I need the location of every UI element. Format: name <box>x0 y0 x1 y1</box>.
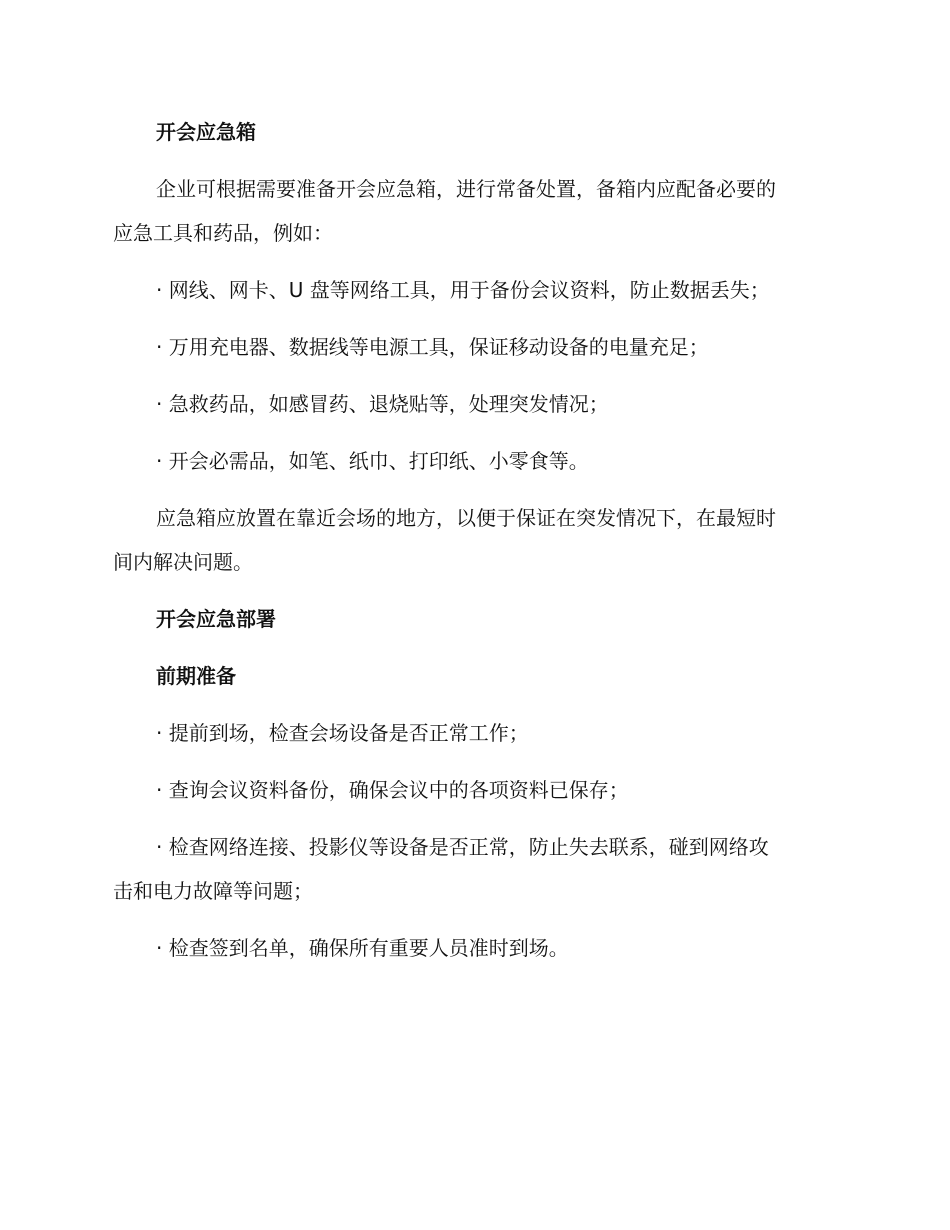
prep-item-3-line-1: · 检查网络连接、投影仪等设备是否正常，防止失去联系，碰到网络攻 <box>156 835 769 859</box>
kit-intro-line-2: 应急工具和药品，例如： <box>113 221 333 245</box>
kit-placement-paragraph <box>113 496 833 584</box>
list-item: · 万用充电器、数据线等电源工具，保证移动设备的电量充足； <box>156 335 709 359</box>
list-item: · 急救药品，如感冒药、退烧贴等，处理突发情况； <box>156 392 609 416</box>
deploy-heading: 开会应急部署 <box>156 607 276 631</box>
list-item: · 开会必需品，如笔、纸巾、打印纸、小零食等。 <box>156 449 589 473</box>
kit-heading: 开会应急箱 <box>156 120 256 144</box>
kit-placement-line-2: 间内解决问题。 <box>113 550 253 574</box>
list-item: · 提前到场，检查会场设备是否正常工作； <box>156 721 529 745</box>
document-page <box>113 110 833 983</box>
list-item: · 检查签到名单，确保所有重要人员准时到场。 <box>156 936 569 960</box>
list-item: · 网线、网卡、U 盘等网络工具，用于备份会议资料，防止数据丢失； <box>156 278 770 302</box>
prep-heading: 前期准备 <box>156 664 236 688</box>
prep-item-3-line-2: 击和电力故障等问题； <box>113 879 313 903</box>
kit-intro-paragraph <box>113 167 833 255</box>
kit-placement-line-1: 应急箱应放置在靠近会场的地方，以便于保证在突发情况下，在最短时 <box>156 506 776 530</box>
kit-intro-line-1: 企业可根据需要准备开会应急箱，进行常备处置，备箱内应配备必要的 <box>156 177 776 201</box>
prep-item-3 <box>113 825 833 913</box>
list-item: · 查询会议资料备份，确保会议中的各项资料已保存； <box>156 778 629 802</box>
